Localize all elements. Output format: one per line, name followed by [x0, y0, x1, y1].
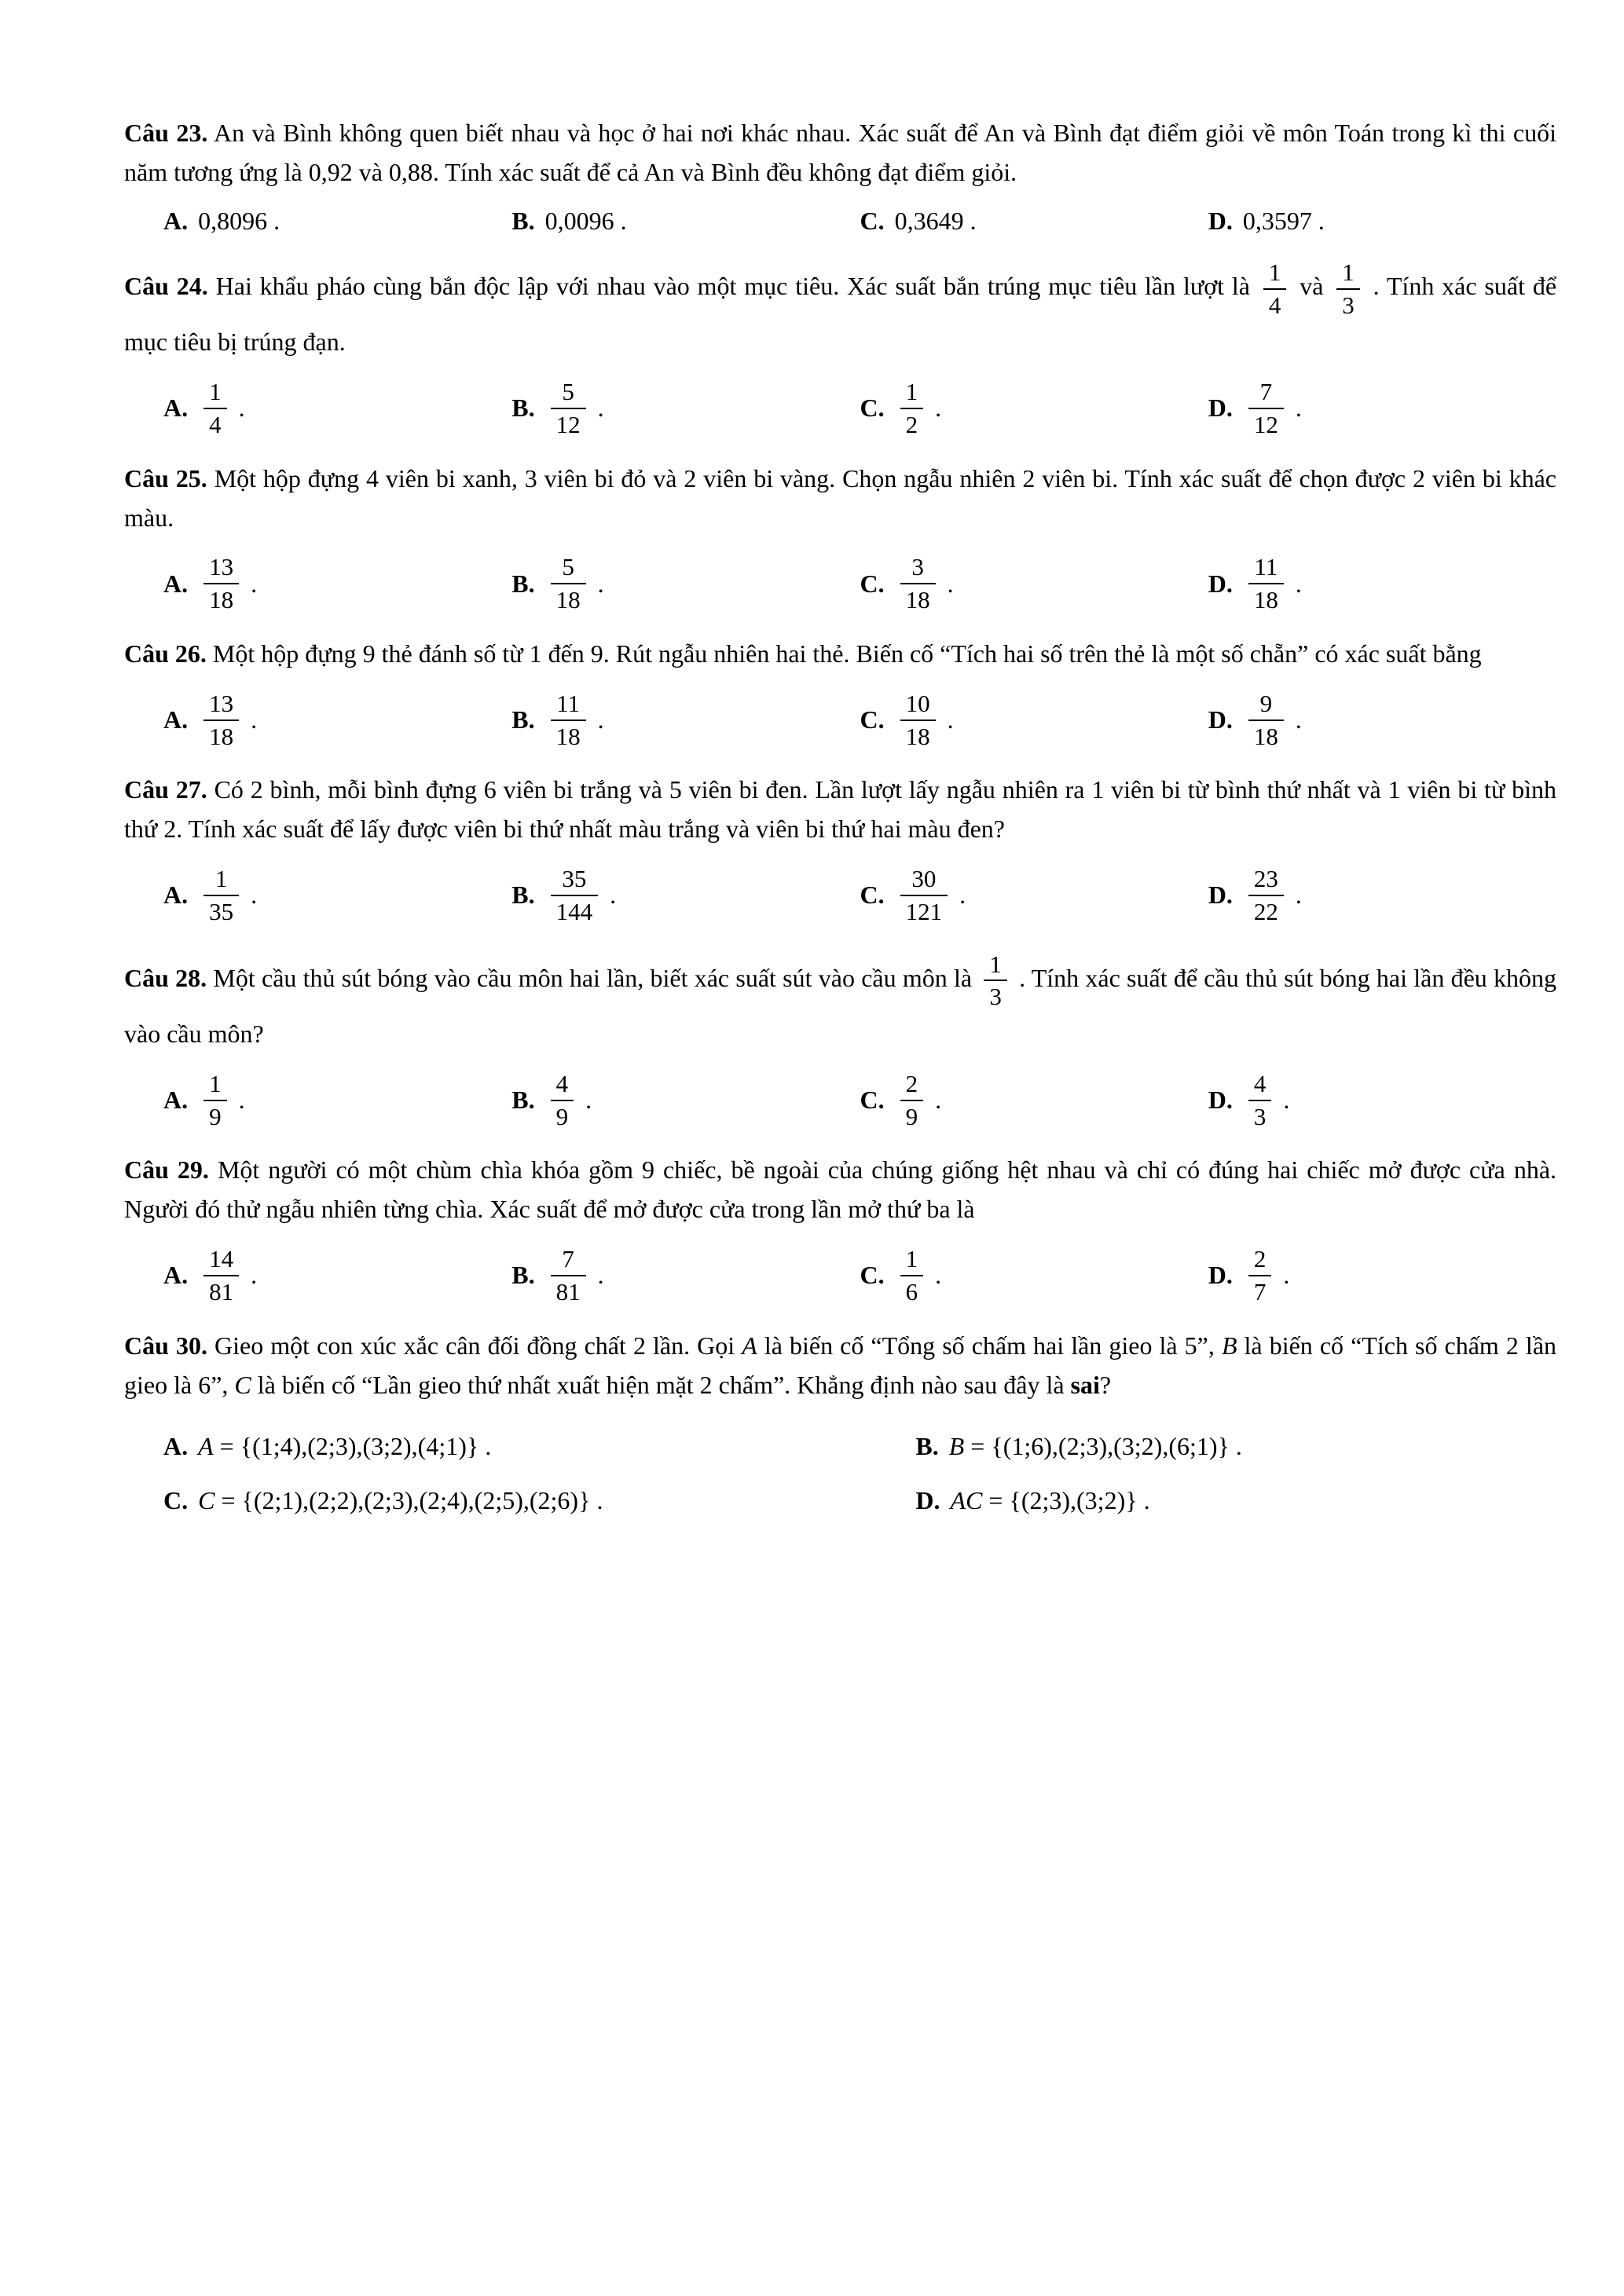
question-cau-27 — [124, 771, 1556, 927]
option-value: $\frac{1}{4}$ . — [198, 376, 245, 440]
option-value: $\frac{14}{81}$ . — [198, 1243, 257, 1307]
option-label: C. — [860, 1261, 885, 1290]
question-list — [124, 114, 1556, 1528]
math-variable: A — [198, 1431, 214, 1460]
option-value: 0,3649 . — [894, 206, 977, 235]
fraction — [1263, 257, 1287, 320]
option-a — [163, 376, 511, 440]
fraction-numerator: 1 — [203, 1068, 227, 1101]
option-value: 0,3597 . — [1242, 206, 1325, 235]
option-value: $\frac{23}{22}$ . — [1243, 863, 1302, 927]
fraction — [551, 688, 586, 752]
question-number: Câu 24. — [124, 271, 208, 300]
fraction-numerator: 1 — [900, 1243, 924, 1276]
fraction — [1248, 376, 1284, 440]
option-d — [1208, 863, 1556, 927]
option-label: D. — [1208, 206, 1233, 235]
fraction-numerator: 9 — [1248, 688, 1284, 721]
answer-options — [163, 551, 1556, 615]
fraction-numerator: 14 — [203, 1243, 239, 1276]
option-label: A. — [163, 1431, 189, 1460]
fraction-denominator: 9 — [905, 1102, 918, 1130]
fraction-denominator: 9 — [555, 1102, 569, 1130]
option-value: A = {(1;4),(2;3),(3;2),(4;1)} . — [198, 1431, 492, 1460]
option-d — [1208, 688, 1556, 752]
option-value: $\frac{10}{18}$ . — [895, 688, 954, 752]
fraction — [551, 1068, 574, 1132]
option-label: B. — [511, 1261, 535, 1290]
question-number: Câu 25. — [124, 463, 207, 493]
option-value: $\frac{4}{3}$ . — [1243, 1068, 1290, 1132]
option-b — [511, 1068, 860, 1132]
option-label: B. — [511, 569, 535, 598]
fraction-denominator: 144 — [555, 897, 593, 925]
question-text: Câu 27. Có 2 bình, mỗi bình đựng 6 viên bi trắng và 5 viên bi đen. Lần lượt lấy ngẫu nhiên ra 1 viên bi từ bình thứ nhất và 1 viên bi từ bình thứ 2. Tính xác suất để lấy được viên bi thứ nhất màu trắng và viên bi thứ hai màu đen? — [124, 775, 1557, 844]
option-a — [163, 551, 511, 615]
math-variable: C — [234, 1370, 251, 1399]
question-text: Câu 23. An và Bình không quen biết nhau và học ở hai nơi khác nhau. Xác suất để An và Bình đạt điểm giỏi về môn Toán trong kì thi cuối năm tương ứng là 0,92 và 0,88. Tính xác suất để cả An và Bình đều không đạt điểm giỏi. — [124, 119, 1557, 186]
question-cau-23 — [124, 114, 1556, 236]
fraction-numerator: 3 — [900, 551, 936, 584]
option-c — [860, 376, 1208, 440]
question-text: Câu 25. Một hộp đựng 4 viên bi xanh, 3 viên bi đỏ và 2 viên bi vàng. Chọn ngẫu nhiên 2 viên bi. Tính xác suất để chọn được 2 viên bi khác màu. — [124, 463, 1557, 532]
option-value: $\frac{11}{18}$ . — [545, 688, 604, 752]
answer-options — [163, 207, 1556, 236]
fraction — [1336, 257, 1360, 320]
answer-options — [163, 863, 1556, 927]
math-variable: C — [198, 1485, 215, 1514]
question-cau-26 — [124, 635, 1556, 752]
fraction-numerator: 1 — [984, 949, 1007, 982]
option-value: $\frac{3}{18}$ . — [895, 551, 954, 615]
fraction-numerator: 5 — [551, 376, 586, 409]
fraction-denominator: 35 — [209, 897, 234, 925]
option-value: $\frac{30}{121}$ . — [895, 863, 966, 927]
fraction — [203, 863, 239, 927]
option-c — [860, 1243, 1208, 1307]
option-label: C. — [860, 394, 885, 423]
option-a — [163, 1068, 511, 1132]
answer-options — [163, 1243, 1556, 1307]
option-label: D. — [1208, 705, 1233, 734]
option-value: 0,0096 . — [544, 206, 627, 235]
fraction-denominator: 3 — [1253, 1102, 1267, 1130]
fraction — [203, 688, 239, 752]
fraction-numerator: 1 — [1263, 257, 1287, 290]
option-d — [1208, 1068, 1556, 1132]
option-label: A. — [163, 705, 189, 734]
fraction-denominator: 18 — [1253, 722, 1278, 750]
option-label: C. — [860, 1086, 885, 1115]
option-c — [163, 1486, 915, 1515]
fraction-denominator: 81 — [555, 1277, 581, 1305]
emphasis-text: sai — [1070, 1370, 1100, 1399]
option-value: $\frac{9}{18}$ . — [1243, 688, 1302, 752]
fraction-denominator: 6 — [905, 1277, 918, 1305]
fraction — [900, 1243, 924, 1307]
option-a — [163, 688, 511, 752]
option-value: $\frac{7}{81}$ . — [545, 1243, 604, 1307]
question-cau-28 — [124, 947, 1556, 1133]
question-cau-25 — [124, 460, 1556, 616]
option-value: $\frac{35}{144}$ . — [545, 863, 617, 927]
option-value: AC = {(2;3),(3;2)} . — [950, 1485, 1150, 1514]
option-value: $\frac{2}{7}$ . — [1243, 1243, 1290, 1307]
answer-options — [163, 1068, 1556, 1132]
fraction — [203, 1243, 239, 1307]
fraction-numerator: 1 — [203, 863, 239, 896]
option-label: A. — [163, 1086, 189, 1115]
fraction-numerator: 2 — [1248, 1243, 1272, 1276]
option-b — [511, 551, 860, 615]
question-text: Câu 26. Một hộp đựng 9 thẻ đánh số từ 1 đến 9. Rút ngẫu nhiên hai thẻ. Biến cố “Tích hai số trên thẻ là một số chẵn” có xác suất bằng — [124, 639, 1482, 668]
option-value: $\frac{1}{9}$ . — [198, 1068, 245, 1132]
fraction-numerator: 11 — [551, 688, 586, 721]
option-b — [511, 1243, 860, 1307]
option-label: A. — [163, 394, 189, 423]
math-variable: AC — [950, 1485, 983, 1514]
option-value: $\frac{4}{9}$ . — [545, 1068, 592, 1132]
fraction — [1248, 863, 1284, 927]
option-d — [1208, 376, 1556, 440]
fraction — [1248, 1243, 1272, 1307]
fraction — [1248, 551, 1284, 615]
question-cau-29 — [124, 1151, 1556, 1307]
option-d — [1208, 1243, 1556, 1307]
question-text: Câu 28. Một cầu thủ sút bóng vào cầu môn hai lần, biết xác suất sút vào cầu môn là $\frac{1}{3}$ . Tính xác suất để cầu thủ sút bóng hai lần đều không vào cầu môn? — [124, 950, 1557, 1049]
option-c — [860, 207, 1208, 236]
option-value: $\frac{11}{18}$ . — [1243, 551, 1302, 615]
option-label: D. — [1208, 394, 1233, 423]
option-d — [915, 1486, 1556, 1515]
fraction — [900, 1068, 924, 1132]
question-text: Câu 30. Gieo một con xúc xắc cân đối đồng chất 2 lần. Gọi A là biến cố “Tổng số chấm hai lần gieo là 5”, B là biến cố “Tích số chấm 2 lần gieo là 6”, C là biến cố “Lần gieo thứ nhất xuất hiện mặt 2 chấm”. Khẳng định nào sau đây là sai? — [124, 1331, 1557, 1399]
fraction-denominator: 18 — [555, 586, 581, 614]
answer-options — [163, 688, 1556, 752]
option-label: B. — [915, 1431, 939, 1460]
answer-options — [163, 376, 1556, 440]
option-a — [163, 1432, 915, 1461]
option-label: D. — [1208, 569, 1233, 598]
question-number: Câu 27. — [124, 775, 207, 804]
fraction — [551, 551, 586, 615]
option-value: $\frac{1}{35}$ . — [198, 863, 257, 927]
math-variable: B — [948, 1431, 965, 1460]
math-variable: A — [742, 1331, 757, 1360]
fraction — [1248, 1068, 1272, 1132]
option-value: C = {(2;1),(2;2),(2;3),(2;4),(2;5),(2;6)} . — [198, 1485, 603, 1514]
option-value: $\frac{2}{9}$ . — [895, 1068, 942, 1132]
fraction-denominator: 12 — [1253, 410, 1278, 438]
option-label: B. — [511, 394, 535, 423]
fraction — [551, 863, 599, 927]
option-c — [860, 1068, 1208, 1132]
option-label: D. — [1208, 1261, 1233, 1290]
option-value: $\frac{13}{18}$ . — [198, 688, 257, 752]
option-d — [1208, 551, 1556, 615]
option-label: A. — [163, 569, 189, 598]
fraction-numerator: 1 — [1336, 257, 1360, 290]
fraction-numerator: 11 — [1248, 551, 1284, 584]
option-value: $\frac{5}{18}$ . — [545, 551, 604, 615]
fraction-numerator: 7 — [1248, 376, 1284, 409]
option-a — [163, 1243, 511, 1307]
question-number: Câu 30. — [124, 1331, 207, 1360]
question-number: Câu 29. — [124, 1155, 209, 1185]
fraction-numerator: 10 — [900, 688, 936, 721]
option-label: C. — [860, 881, 885, 910]
fraction-numerator: 2 — [900, 1068, 924, 1101]
fraction — [551, 1243, 586, 1307]
fraction-numerator: 5 — [551, 551, 586, 584]
fraction-denominator: 18 — [209, 586, 234, 614]
option-d — [1208, 207, 1556, 236]
option-label: B. — [511, 705, 535, 734]
option-c — [860, 551, 1208, 615]
option-label: C. — [860, 569, 885, 598]
fraction — [900, 688, 936, 752]
fraction-numerator: 30 — [900, 863, 948, 896]
fraction-denominator: 3 — [1342, 291, 1355, 319]
fraction-denominator: 18 — [555, 722, 581, 750]
question-number: Câu 26. — [124, 639, 207, 668]
fraction-numerator: 1 — [203, 376, 227, 409]
option-value: $\frac{7}{12}$ . — [1243, 376, 1302, 440]
fraction-denominator: 7 — [1253, 1277, 1267, 1305]
option-a — [163, 863, 511, 927]
fraction — [900, 863, 948, 927]
option-label: D. — [915, 1485, 940, 1514]
fraction-denominator: 4 — [209, 410, 222, 438]
fraction-denominator: 18 — [905, 586, 930, 614]
option-label: A. — [163, 206, 189, 235]
fraction-numerator: 13 — [203, 688, 239, 721]
option-label: D. — [1208, 881, 1233, 910]
option-b — [511, 207, 860, 236]
answer-options — [163, 1419, 1556, 1528]
question-cau-30 — [124, 1327, 1556, 1528]
option-b — [915, 1432, 1556, 1461]
fraction-numerator: 1 — [900, 376, 924, 409]
fraction — [900, 376, 924, 440]
option-label: D. — [1208, 1086, 1233, 1115]
question-text: Câu 24. Hai khẩu pháo cùng bắn độc lập với nhau vào một mục tiêu. Xác suất bắn trúng mục tiêu lần lượt là $\frac{1}{4}$ và $\frac{1}{3}$ . Tính xác suất để mục tiêu bị trúng đạn. — [124, 258, 1557, 357]
fraction-denominator: 4 — [1268, 291, 1281, 319]
fraction — [900, 551, 936, 615]
option-label: C. — [860, 705, 885, 734]
question-text: Câu 29. Một người có một chùm chìa khóa gồm 9 chiếc, bề ngoài của chúng giống hệt nhau và chỉ có đúng hai chiếc mở được cửa nhà. Người đó thử ngẫu nhiên từng chìa. Xác suất để mở được cửa trong lần mở thứ ba là — [124, 1155, 1557, 1224]
option-value: B = {(1;6),(2;3),(3;2),(6;1)} . — [948, 1431, 1242, 1460]
option-value: 0,8096 . — [198, 206, 280, 235]
option-label: A. — [163, 1261, 189, 1290]
fraction — [551, 376, 586, 440]
fraction-numerator: 4 — [551, 1068, 574, 1101]
fraction-denominator: 18 — [1253, 586, 1278, 614]
fraction-denominator: 18 — [905, 722, 930, 750]
fraction-denominator: 3 — [989, 983, 1002, 1011]
fraction-denominator: 22 — [1253, 897, 1278, 925]
question-cau-24 — [124, 255, 1556, 441]
option-label: B. — [511, 881, 535, 910]
option-value: $\frac{13}{18}$ . — [198, 551, 257, 615]
fraction-denominator: 121 — [905, 897, 943, 925]
fraction-numerator: 4 — [1248, 1068, 1272, 1101]
option-value: $\frac{1}{2}$ . — [895, 376, 942, 440]
fraction — [984, 949, 1007, 1013]
option-b — [511, 376, 860, 440]
fraction-denominator: 9 — [209, 1102, 222, 1130]
fraction-numerator: 7 — [551, 1243, 586, 1276]
option-label: A. — [163, 881, 189, 910]
fraction — [203, 1068, 227, 1132]
option-label: C. — [163, 1485, 189, 1514]
option-c — [860, 863, 1208, 927]
option-value: $\frac{1}{6}$ . — [895, 1243, 942, 1307]
fraction — [203, 376, 227, 440]
fraction-denominator: 12 — [555, 410, 581, 438]
option-b — [511, 688, 860, 752]
option-value: $\frac{5}{12}$ . — [545, 376, 604, 440]
fraction-numerator: 23 — [1248, 863, 1284, 896]
question-number: Câu 23. — [124, 119, 208, 147]
option-label: C. — [860, 206, 885, 235]
math-variable: B — [1221, 1331, 1237, 1360]
question-number: Câu 28. — [124, 963, 207, 992]
option-c — [860, 688, 1208, 752]
fraction-denominator: 18 — [209, 722, 234, 750]
option-label: B. — [511, 1086, 535, 1115]
option-b — [511, 863, 860, 927]
fraction-numerator: 35 — [551, 863, 599, 896]
fraction — [203, 551, 239, 615]
option-a — [163, 207, 511, 236]
fraction-numerator: 13 — [203, 551, 239, 584]
fraction-denominator: 81 — [209, 1277, 234, 1305]
option-label: B. — [511, 206, 535, 235]
fraction — [1248, 688, 1284, 752]
fraction-denominator: 2 — [905, 410, 918, 438]
